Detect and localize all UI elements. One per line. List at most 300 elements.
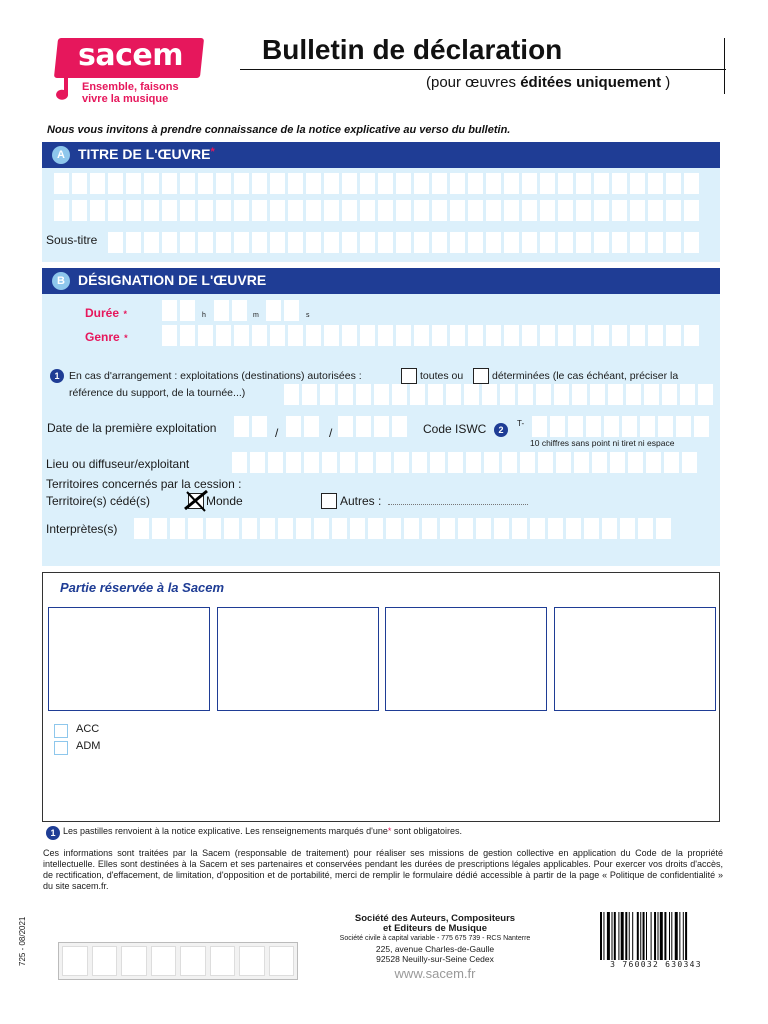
title-field-row-1[interactable] (54, 173, 699, 194)
char-box[interactable] (612, 173, 627, 194)
char-box[interactable] (414, 232, 429, 253)
char-box[interactable] (360, 173, 375, 194)
char-box[interactable] (288, 200, 303, 221)
char-box[interactable] (540, 173, 555, 194)
char-box[interactable] (396, 173, 411, 194)
char-box[interactable] (270, 232, 285, 253)
char-box[interactable] (468, 232, 483, 253)
acc-label: ACC (76, 723, 100, 735)
char-box[interactable] (504, 325, 519, 346)
interpretes-field[interactable] (134, 518, 671, 539)
section-a-panel (42, 168, 720, 262)
char-box[interactable] (260, 518, 275, 539)
char-box[interactable] (234, 200, 249, 221)
char-box[interactable] (302, 384, 317, 405)
char-box[interactable] (428, 384, 443, 405)
acc-checkbox[interactable] (54, 724, 68, 738)
char-box[interactable] (458, 518, 473, 539)
char-box[interactable] (464, 384, 479, 405)
char-box[interactable] (108, 232, 123, 253)
char-box[interactable] (484, 452, 499, 473)
section-b-header (42, 268, 720, 294)
char-box[interactable] (684, 200, 699, 221)
char-box[interactable] (232, 452, 247, 473)
title-vertical-divider (724, 38, 725, 94)
char-box[interactable] (604, 416, 619, 437)
char-box[interactable] (640, 416, 655, 437)
page-title: Bulletin de déclaration (262, 34, 563, 65)
char-box[interactable] (278, 518, 293, 539)
section-a-badge: A (52, 146, 70, 164)
char-box[interactable] (466, 452, 481, 473)
toutes-checkbox[interactable] (401, 368, 417, 384)
determinees-checkbox[interactable] (473, 368, 489, 384)
char-box[interactable] (522, 200, 537, 221)
char-box[interactable] (340, 452, 355, 473)
char-box[interactable] (644, 384, 659, 405)
char-box[interactable] (378, 325, 393, 346)
char-box[interactable] (314, 518, 329, 539)
char-box[interactable] (270, 173, 285, 194)
char-box[interactable] (338, 416, 353, 437)
char-box[interactable] (162, 325, 177, 346)
reserved-box-4 (554, 607, 716, 711)
char-box[interactable] (320, 384, 335, 405)
char-box[interactable] (540, 200, 555, 221)
char-box[interactable] (378, 200, 393, 221)
sacem-reserved-title: Partie réservée à la Sacem (60, 580, 225, 595)
char-box[interactable] (522, 325, 537, 346)
section-b-title: DÉSIGNATION DE L'ŒUVRE (78, 272, 267, 288)
char-box[interactable] (664, 452, 679, 473)
arrangement-reference-field[interactable] (284, 384, 713, 405)
char-box[interactable] (206, 518, 221, 539)
char-box[interactable] (324, 200, 339, 221)
char-box[interactable] (360, 200, 375, 221)
char-box[interactable] (392, 384, 407, 405)
adm-checkbox[interactable] (54, 741, 68, 755)
char-box[interactable] (698, 384, 713, 405)
char-box[interactable] (412, 452, 427, 473)
char-box[interactable] (648, 232, 663, 253)
char-box[interactable] (432, 325, 447, 346)
char-box[interactable] (594, 232, 609, 253)
duree-label: Durée * (85, 306, 127, 320)
char-box[interactable] (360, 232, 375, 253)
page-subtitle: (pour œuvres éditées uniquement ) (426, 74, 671, 91)
char-box[interactable] (134, 518, 149, 539)
char-box[interactable] (430, 452, 445, 473)
char-box[interactable] (376, 452, 391, 473)
char-box[interactable] (342, 232, 357, 253)
autres-label: Autres : (340, 494, 382, 508)
char-box[interactable] (386, 518, 401, 539)
char-box[interactable] (252, 173, 267, 194)
iswc-hint: 10 chiffres sans point ni tiret ni espace (530, 438, 675, 448)
char-box[interactable] (358, 452, 373, 473)
char-box[interactable] (504, 200, 519, 221)
char-box[interactable] (530, 518, 545, 539)
monde-checkbox[interactable] (188, 493, 204, 509)
char-box[interactable] (392, 416, 407, 437)
char-box[interactable] (162, 300, 177, 321)
char-box[interactable] (662, 384, 677, 405)
date-year-field[interactable] (338, 416, 407, 437)
date-label: Date de la première exploitation (47, 421, 217, 435)
char-box[interactable] (54, 200, 69, 221)
sous-titre-field[interactable] (108, 232, 699, 253)
barcode-number: 3 760032 630343 (610, 960, 702, 969)
char-box[interactable] (54, 173, 69, 194)
char-box[interactable] (610, 452, 625, 473)
genre-label: Genre * (85, 330, 128, 344)
char-box[interactable] (144, 173, 159, 194)
char-box[interactable] (162, 173, 177, 194)
char-box[interactable] (538, 452, 553, 473)
char-box[interactable] (342, 200, 357, 221)
char-box[interactable] (666, 200, 681, 221)
char-box[interactable] (630, 325, 645, 346)
char-box[interactable] (288, 325, 303, 346)
char-box[interactable] (448, 452, 463, 473)
char-box[interactable] (630, 232, 645, 253)
char-box[interactable] (296, 518, 311, 539)
char-box[interactable] (284, 384, 299, 405)
char-box[interactable] (468, 325, 483, 346)
form-reference: 725 - 08/2021 (18, 916, 27, 966)
char-box[interactable] (502, 452, 517, 473)
char-box[interactable] (486, 173, 501, 194)
char-box[interactable] (584, 518, 599, 539)
char-box[interactable] (536, 384, 551, 405)
char-box[interactable] (656, 518, 671, 539)
char-box[interactable] (234, 173, 249, 194)
iswc-field[interactable] (532, 416, 709, 437)
iswc-prefix: T- (517, 419, 525, 428)
char-box[interactable] (522, 173, 537, 194)
autres-checkbox[interactable] (321, 493, 337, 509)
char-box[interactable] (198, 200, 213, 221)
char-box[interactable] (648, 200, 663, 221)
char-box[interactable] (306, 200, 321, 221)
char-box[interactable] (306, 232, 321, 253)
char-box[interactable] (684, 232, 699, 253)
char-box[interactable] (90, 173, 105, 194)
char-box[interactable] (288, 232, 303, 253)
char-box[interactable] (232, 300, 247, 321)
char-box[interactable] (576, 173, 591, 194)
char-box[interactable] (468, 200, 483, 221)
char-box[interactable] (234, 416, 249, 437)
char-box[interactable] (682, 452, 697, 473)
date-day-field[interactable] (234, 416, 267, 437)
date-month-field[interactable] (286, 416, 319, 437)
char-box[interactable] (482, 384, 497, 405)
char-box[interactable] (414, 200, 429, 221)
char-box[interactable] (504, 232, 519, 253)
char-box[interactable] (476, 518, 491, 539)
website-link[interactable]: www.sacem.fr (394, 966, 476, 981)
barcode-image (598, 912, 716, 962)
intro-note: Nous vous invitons à prendre connaissance de la notice explicative au verso du bulletin. (47, 124, 511, 136)
char-box[interactable] (558, 200, 573, 221)
char-box[interactable] (512, 518, 527, 539)
char-box[interactable] (646, 452, 661, 473)
char-box[interactable] (394, 452, 409, 473)
char-box[interactable] (608, 384, 623, 405)
char-box[interactable] (574, 452, 589, 473)
char-box[interactable] (188, 518, 203, 539)
char-box[interactable] (486, 232, 501, 253)
privacy-notice: Ces informations sont traitées par la Sacem (responsable de traitement) pour réaliser ses missions de gestion collective en application du Code de la propriété intellectuelle. Elles sont destinées à la Sacem et ses partenaires et conservées pendant les durées de prescriptions légales applicables. Pour exercer vos droits d'accès, de rectification, d'effacement, de limitation, d'opposition et de portabilité, merci de remplir le formulaire dédié accessible à partir de la page « Politique de confidentialité » du site sacem.fr. (43, 848, 723, 891)
char-box[interactable] (572, 384, 587, 405)
duree-seconds-field[interactable] (266, 300, 299, 321)
char-box[interactable] (680, 384, 695, 405)
char-box[interactable] (216, 325, 231, 346)
duree-hours-field[interactable] (162, 300, 195, 321)
char-box[interactable] (72, 173, 87, 194)
char-box[interactable] (594, 173, 609, 194)
char-box[interactable] (594, 200, 609, 221)
char-box[interactable] (626, 384, 641, 405)
char-box[interactable] (612, 325, 627, 346)
char-box[interactable] (286, 416, 301, 437)
char-box[interactable] (550, 416, 565, 437)
char-box[interactable] (242, 518, 257, 539)
char-box[interactable] (440, 518, 455, 539)
char-box[interactable] (500, 384, 515, 405)
char-box[interactable] (422, 518, 437, 539)
char-box[interactable] (576, 200, 591, 221)
bottom-number-field[interactable] (58, 942, 298, 980)
char-box[interactable] (446, 384, 461, 405)
char-box[interactable] (396, 232, 411, 253)
char-box[interactable] (594, 325, 609, 346)
char-box[interactable] (252, 232, 267, 253)
duree-minutes-field[interactable] (214, 300, 247, 321)
char-box[interactable] (250, 452, 265, 473)
char-box[interactable] (108, 173, 123, 194)
char-box[interactable] (374, 416, 389, 437)
adm-label: ADM (76, 740, 101, 752)
char-box[interactable] (306, 325, 321, 346)
char-box[interactable] (684, 325, 699, 346)
char-box[interactable] (592, 452, 607, 473)
char-box[interactable] (612, 232, 627, 253)
char-box[interactable] (648, 173, 663, 194)
char-box[interactable] (270, 325, 285, 346)
char-box[interactable] (306, 173, 321, 194)
char-box[interactable] (504, 173, 519, 194)
char-box[interactable] (180, 200, 195, 221)
char-box[interactable] (602, 518, 617, 539)
char-box[interactable] (432, 173, 447, 194)
char-box[interactable] (198, 173, 213, 194)
char-box[interactable] (108, 200, 123, 221)
arrangement-text-2: référence du support, de la tournée...) (69, 387, 246, 399)
sous-titre-label: Sous-titre (46, 233, 98, 247)
char-box[interactable] (216, 200, 231, 221)
char-box[interactable] (518, 384, 533, 405)
char-box[interactable] (378, 173, 393, 194)
char-box[interactable] (576, 232, 591, 253)
char-box[interactable] (676, 416, 691, 437)
char-box[interactable] (590, 384, 605, 405)
char-box[interactable] (628, 452, 643, 473)
char-box[interactable] (198, 232, 213, 253)
char-box[interactable] (324, 325, 339, 346)
music-note-icon (50, 78, 76, 104)
char-box[interactable] (576, 325, 591, 346)
char-box[interactable] (286, 452, 301, 473)
char-box[interactable] (494, 518, 509, 539)
char-box[interactable] (198, 325, 213, 346)
char-box[interactable] (252, 325, 267, 346)
section-b-badge: B (52, 272, 70, 290)
char-box[interactable] (486, 200, 501, 221)
char-box[interactable] (268, 452, 283, 473)
char-box[interactable] (126, 200, 141, 221)
char-box[interactable] (666, 173, 681, 194)
footnote-badge: 1 (46, 826, 60, 840)
char-box[interactable] (540, 325, 555, 346)
char-box[interactable] (558, 232, 573, 253)
char-box[interactable] (410, 384, 425, 405)
char-box[interactable] (332, 518, 347, 539)
char-box[interactable] (558, 325, 573, 346)
char-box[interactable] (350, 518, 365, 539)
char-box[interactable] (558, 173, 573, 194)
char-box[interactable] (694, 416, 709, 437)
char-box[interactable] (252, 200, 267, 221)
char-box[interactable] (152, 518, 167, 539)
genre-field[interactable] (162, 325, 699, 346)
char-box[interactable] (630, 173, 645, 194)
char-box[interactable] (324, 232, 339, 253)
char-box[interactable] (468, 173, 483, 194)
char-box[interactable] (548, 518, 563, 539)
char-box[interactable] (612, 200, 627, 221)
char-box[interactable] (648, 325, 663, 346)
char-box[interactable] (356, 384, 371, 405)
char-box[interactable] (666, 232, 681, 253)
char-box[interactable] (450, 200, 465, 221)
char-box[interactable] (374, 384, 389, 405)
arrangement-text: En cas d'arrangement : exploitations (destinations) autorisées : (69, 370, 362, 382)
char-box[interactable] (288, 173, 303, 194)
reserved-box-1 (48, 607, 210, 711)
title-field-row-2[interactable] (54, 200, 699, 221)
reserved-box-2 (217, 607, 379, 711)
char-box[interactable] (216, 173, 231, 194)
lieu-label: Lieu ou diffuseur/exploitant (46, 457, 190, 471)
char-box[interactable] (180, 232, 195, 253)
char-box[interactable] (450, 173, 465, 194)
char-box[interactable] (162, 200, 177, 221)
char-box[interactable] (568, 416, 583, 437)
char-box[interactable] (338, 384, 353, 405)
char-box[interactable] (540, 232, 555, 253)
char-box[interactable] (234, 232, 249, 253)
notice-badge-1: 1 (50, 369, 64, 383)
char-box[interactable] (324, 173, 339, 194)
char-box[interactable] (266, 300, 281, 321)
territoires-cedes-label: Territoire(s) cédé(s) (46, 494, 151, 508)
char-box[interactable] (180, 173, 195, 194)
char-box[interactable] (180, 300, 195, 321)
char-box[interactable] (284, 300, 299, 321)
char-box[interactable] (486, 325, 501, 346)
interpretes-label: Interprètes(s) (46, 522, 118, 536)
char-box[interactable] (356, 416, 371, 437)
char-box[interactable] (162, 232, 177, 253)
char-box[interactable] (270, 200, 285, 221)
char-box[interactable] (522, 232, 537, 253)
char-box[interactable] (304, 452, 319, 473)
char-box[interactable] (322, 452, 337, 473)
char-box[interactable] (234, 325, 249, 346)
char-box[interactable] (216, 232, 231, 253)
char-box[interactable] (532, 416, 547, 437)
char-box[interactable] (396, 325, 411, 346)
char-box[interactable] (414, 325, 429, 346)
char-box[interactable] (554, 384, 569, 405)
char-box[interactable] (450, 325, 465, 346)
char-box[interactable] (586, 416, 601, 437)
char-box[interactable] (214, 300, 229, 321)
char-box[interactable] (170, 518, 185, 539)
char-box[interactable] (432, 232, 447, 253)
char-box[interactable] (360, 325, 375, 346)
sacem-logo-text: sacem (78, 38, 183, 73)
char-box[interactable] (414, 173, 429, 194)
autres-input-line[interactable] (388, 504, 528, 505)
char-box[interactable] (566, 518, 581, 539)
char-box[interactable] (638, 518, 653, 539)
char-box[interactable] (342, 325, 357, 346)
char-box[interactable] (396, 200, 411, 221)
char-box[interactable] (404, 518, 419, 539)
char-box[interactable] (144, 232, 159, 253)
char-box[interactable] (622, 416, 637, 437)
char-box[interactable] (342, 173, 357, 194)
section-a-header: A TITRE DE L'ŒUVRE* (42, 142, 720, 168)
char-box[interactable] (620, 518, 635, 539)
char-box[interactable] (520, 452, 535, 473)
char-box[interactable] (432, 200, 447, 221)
char-box[interactable] (378, 232, 393, 253)
lieu-field[interactable] (232, 452, 697, 473)
char-box[interactable] (126, 173, 141, 194)
char-box[interactable] (630, 200, 645, 221)
char-box[interactable] (224, 518, 239, 539)
char-box[interactable] (684, 173, 699, 194)
determinees-label: déterminées (le cas échéant, préciser la (492, 370, 679, 382)
char-box[interactable] (252, 416, 267, 437)
char-box[interactable] (180, 325, 195, 346)
char-box[interactable] (666, 325, 681, 346)
char-box[interactable] (90, 200, 105, 221)
char-box[interactable] (126, 232, 141, 253)
char-box[interactable] (72, 200, 87, 221)
char-box[interactable] (658, 416, 673, 437)
monde-label: Monde (206, 494, 243, 508)
char-box[interactable] (144, 200, 159, 221)
char-box[interactable] (450, 232, 465, 253)
char-box[interactable] (304, 416, 319, 437)
char-box[interactable] (556, 452, 571, 473)
char-box[interactable] (368, 518, 383, 539)
